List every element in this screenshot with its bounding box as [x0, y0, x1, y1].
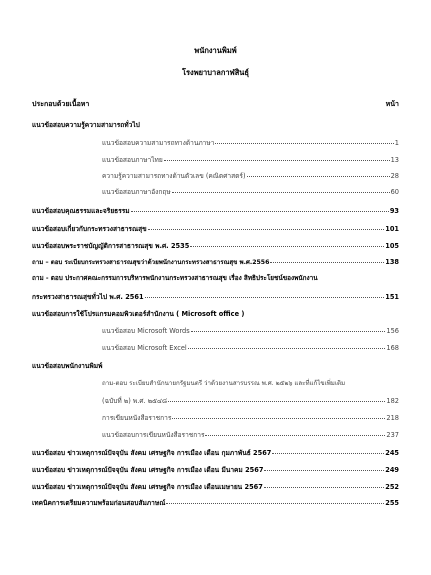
- toc-entry: แนวข้อสอบ ข่าวเหตุการณ์ปัจจุบัน สังคม เศรษฐกิจ การเมือง เดือน กุมภาพันธ์ 2567 245: [32, 449, 399, 457]
- toc-section-office: แนวข้อสอบการใช้โปรแกรมคอมพิวเตอร์สำนักงาน ( Microsoft office ): [32, 310, 245, 318]
- dot-leader: [247, 176, 390, 177]
- toc-entry: แนวข้อสอบคุณธรรมและจริยธรรม 93: [32, 207, 399, 215]
- toc-entry-line: ถาม - ตอบ ประกาศคณะกรรมการบริหารพนักงานกระทรวงสาธารณสุข เรื่อง สิทธิประโยชน์ของพนักงาน: [32, 274, 318, 282]
- toc-entry: แนวข้อสอบความสามารถทางด้านภาษา 1: [102, 139, 399, 147]
- page-title: พนักงานพิมพ์: [194, 46, 237, 55]
- toc-entry: แนวข้อสอบ ข่าวเหตุการณ์ปัจจุบัน สังคม เศรษฐกิจ การเมือง เดือนเมษายน 2567 252: [32, 483, 399, 491]
- toc-entry: ถาม – ตอบ ระเบียบกระทรวงสาธารณสุขว่าด้วยพนักงานกระทรวงสาธารณสุข พ.ศ.2556 138: [32, 258, 399, 266]
- toc-entry: แนวข้อสอบพระราชบัญญัติการสาธารณสุข พ.ศ. 2535 105: [32, 242, 399, 250]
- toc-entry: แนวข้อสอบภาษาอังกฤษ 60: [102, 188, 399, 196]
- dot-leader: [270, 262, 384, 263]
- toc-header-left: ประกอบด้วยเนื้อหา: [32, 100, 90, 108]
- toc-section-typist: แนวข้อสอบพนักงานพิมพ์: [32, 362, 103, 370]
- dot-leader: [264, 470, 384, 471]
- dot-leader: [188, 348, 386, 349]
- toc-entry: การเขียนหนังสือราชการ 218: [102, 414, 399, 422]
- toc-section-general: แนวข้อสอบความรู้ความสามารถทั่วไป: [32, 121, 140, 129]
- toc-entry: เทคนิคการเตรียมความพร้อมก่อนสอบสัมภาษณ์ 255: [32, 499, 399, 507]
- dot-leader: [264, 487, 384, 488]
- toc-entry-line: ถาม-ตอบ ระเบียบสำนักนายกรัฐมนตรี ว่าด้วยงานสารบรรณ พ.ศ. ๒๕๒๖ และที่แก้ไขเพิ่มเติม: [102, 380, 346, 387]
- dot-leader: [164, 160, 390, 161]
- toc-entry: แนวข้อสอบ Microsoft Words 156: [102, 327, 399, 335]
- toc-entry: แนวข้อสอบเกี่ยวกับกระทรวงสาธารณสุข 101: [32, 225, 399, 233]
- dot-leader: [148, 229, 385, 230]
- dot-leader: [145, 297, 385, 298]
- dot-leader: [272, 453, 384, 454]
- toc-entry: แนวข้อสอบ ข่าวเหตุการณ์ปัจจุบัน สังคม เศรษฐกิจ การเมือง เดือน มีนาคม 2567 249: [32, 466, 399, 474]
- dot-leader: [131, 211, 389, 212]
- toc-entry: กระทรวงสาธารณสุขทั่วไป พ.ศ. 2561 151: [32, 293, 399, 301]
- toc-entry: แนวข้อสอบการเขียนหนังสือราชการ 237: [102, 431, 399, 439]
- toc-entry: (ฉบับที่ ๒) พ.ศ. ๒๕๔๘ 182: [102, 397, 399, 405]
- page-subtitle: โรงพยาบาลกาฬสินธุ์: [182, 68, 249, 77]
- dot-leader: [191, 331, 386, 332]
- dot-leader: [168, 401, 385, 402]
- toc-entry: ความรู้ความสามารถทางด้านตัวเลข (คณิตศาสตร์) 28: [102, 172, 399, 180]
- dot-leader: [172, 418, 385, 419]
- toc-header-right: หน้า: [385, 100, 399, 108]
- toc-entry: แนวข้อสอบภาษาไทย 13: [102, 156, 399, 164]
- toc-header: [32, 99, 399, 110]
- dot-leader: [205, 435, 385, 436]
- dot-leader: [166, 503, 384, 504]
- dot-leader: [172, 192, 390, 193]
- dot-leader: [215, 143, 393, 144]
- toc-entry: แนวข้อสอบ Microsoft Excel 168: [102, 344, 399, 352]
- dot-leader: [190, 246, 384, 247]
